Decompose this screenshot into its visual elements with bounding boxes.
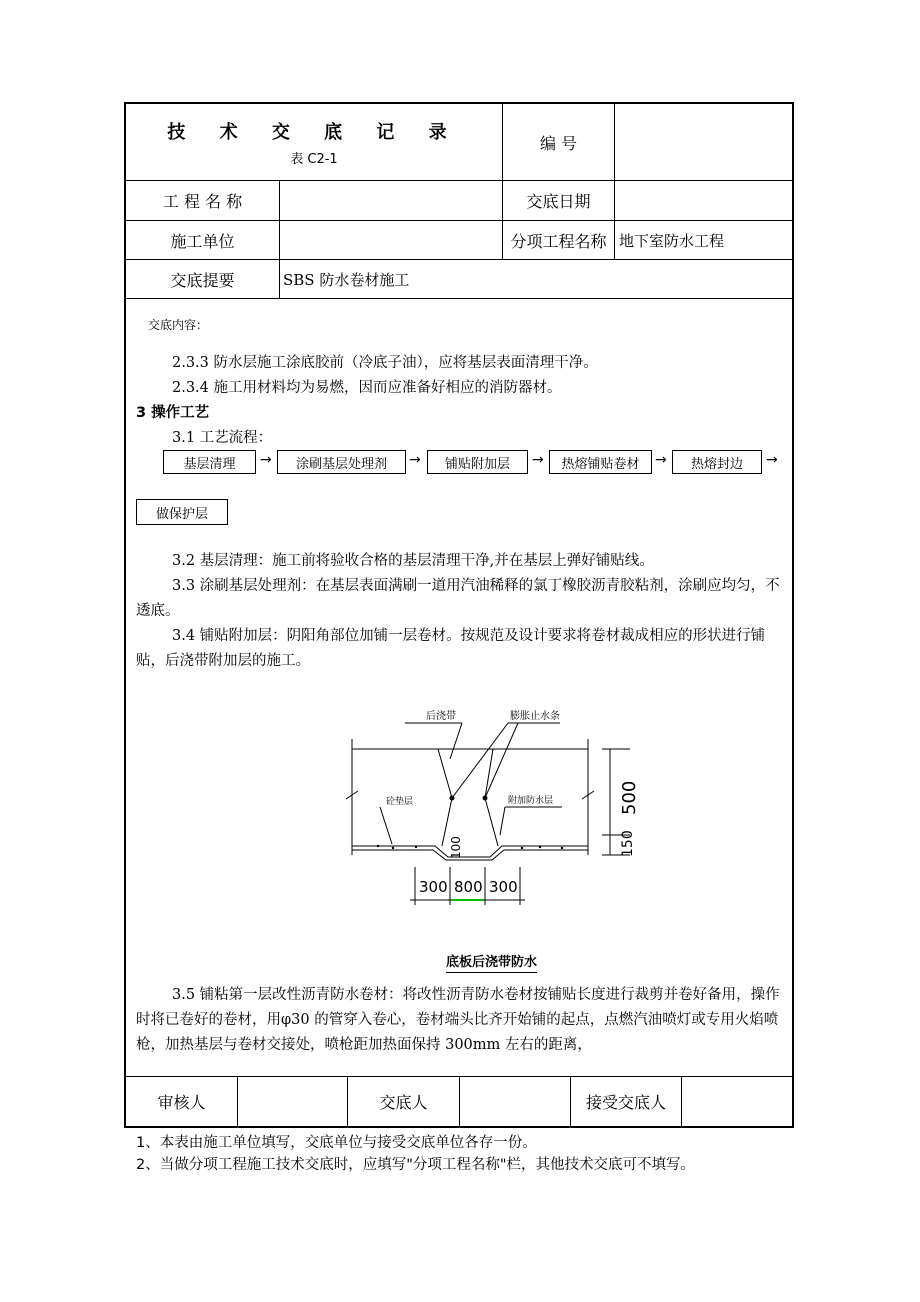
flow-step-2: 涂刷基层处理剂 bbox=[277, 450, 406, 474]
flow-step-1: 基层清理 bbox=[163, 450, 256, 474]
reviewer-label: 审核人 bbox=[157, 1093, 206, 1112]
flow-arrow-icon: → bbox=[655, 452, 667, 468]
dim-500: 500 bbox=[619, 780, 640, 815]
flow-step-4: 热熔铺贴卷材 bbox=[549, 450, 652, 474]
para-3-3: 3.3 涂刷基层处理剂：在基层表面满刷一道用汽油稀释的氯丁橡胶沥青胶粘剂，涂刷应均匀，不透底。 bbox=[136, 578, 780, 619]
leader-dianceng bbox=[380, 807, 392, 844]
discloser-field[interactable] bbox=[460, 1077, 570, 1126]
para-3-5: 3.5 铺粘第一层改性沥青防水卷材：将改性沥青防水卷材按铺贴长度进行裁剪并卷好备用，操作时将已卷好的卷材，用φ30 的管穿入卷心，卷材端头比齐开始铺的起点，点燃汽油喷灯或专用火焰喷枪，加热基层与卷材交接处，喷枪距加热面保持 300mm 左右的距离， bbox=[136, 987, 780, 1053]
para-3-2: 3.2 基层清理：施工前将验收合格的基层清理干净,并在基层上弹好铺贴线。 bbox=[172, 553, 654, 569]
content-block-b bbox=[136, 549, 786, 674]
form-code: 表 C2-1 bbox=[290, 152, 338, 167]
number-field[interactable] bbox=[615, 104, 792, 180]
leader-pengzhang-2 bbox=[485, 723, 518, 798]
flow-step-6: 做保护层 bbox=[136, 499, 228, 525]
cushion-line bbox=[352, 850, 588, 860]
section-3-1-title: 3.1 工艺流程： bbox=[172, 430, 273, 446]
post-pour-strip-diagram bbox=[330, 695, 660, 910]
leader-fujia bbox=[500, 807, 505, 835]
content-block-c bbox=[136, 983, 786, 1058]
leader-pengzhang-1 bbox=[452, 723, 508, 798]
discloser-label: 交底人 bbox=[379, 1093, 428, 1112]
subproject-field[interactable]: 地下室防水工程 bbox=[619, 231, 725, 250]
dim-100: 100 bbox=[449, 836, 463, 859]
label-fujia: 附加防水层 bbox=[508, 796, 554, 806]
subproject-label: 分项工程名称 bbox=[510, 231, 607, 251]
note-1: 1、本表由施工单位填写，交底单位与接受交底单位各存一份。 bbox=[136, 1135, 537, 1151]
content-block-a bbox=[136, 351, 786, 451]
label-pengzhang: 膨胀止水条 bbox=[510, 711, 560, 722]
flow-step-3: 铺贴附加层 bbox=[427, 450, 528, 474]
dim-300-right: 300 bbox=[489, 878, 518, 896]
date-label: 交底日期 bbox=[526, 192, 591, 211]
unit-label: 施工单位 bbox=[170, 231, 235, 251]
flow-arrow-icon: → bbox=[260, 452, 272, 468]
strip-right-lower bbox=[485, 798, 498, 846]
number-label: 编 号 bbox=[539, 133, 578, 153]
flow-arrow-icon: → bbox=[532, 452, 544, 468]
date-field[interactable] bbox=[619, 181, 791, 220]
summary-label: 交底提要 bbox=[170, 270, 235, 290]
note-2: 2、当做分项工程施工技术交底时，应填写"分项工程名称"栏，其他技术交底可不填写。 bbox=[136, 1157, 696, 1173]
slab-bottom-line bbox=[352, 846, 588, 857]
flow-arrow-icon: → bbox=[409, 452, 421, 468]
reviewer-field[interactable] bbox=[238, 1077, 347, 1126]
dim-300-left: 300 bbox=[419, 878, 448, 896]
label-houjiaodai: 后浇带 bbox=[426, 711, 456, 722]
summary-field[interactable]: SBS 防水卷材施工 bbox=[283, 270, 410, 289]
dim-800: 800 bbox=[454, 878, 483, 896]
content-heading: 交底内容： bbox=[148, 318, 209, 332]
flow-arrow-icon: → bbox=[766, 452, 778, 468]
flow-step-5: 热熔封边 bbox=[672, 450, 762, 474]
label-dianceng: 砼垫层 bbox=[386, 797, 414, 807]
para-2-3-4: 2.3.4 施工用材料均为易燃，因而应准备好相应的消防器材。 bbox=[172, 380, 562, 396]
form-title: 技 术 交 底 记 录 bbox=[167, 122, 461, 143]
waterstop-right bbox=[483, 796, 488, 801]
receiver-field[interactable] bbox=[682, 1077, 792, 1126]
project-name-label: 工 程 名 称 bbox=[162, 192, 243, 211]
unit-field[interactable] bbox=[284, 221, 500, 259]
receiver-label: 接受交底人 bbox=[585, 1093, 666, 1112]
leader-houjiaodai bbox=[450, 723, 462, 759]
form-title-block bbox=[126, 118, 502, 167]
strip-left-upper bbox=[438, 749, 452, 798]
strip-right-upper bbox=[485, 749, 493, 798]
para-2-3-3: 2.3.3 防水层施工涂底胶前（冷底子油），应将基层表面清理干净。 bbox=[172, 355, 598, 371]
dim-150: 150 bbox=[620, 830, 636, 857]
diagram-caption: 底板后浇带防水 bbox=[446, 951, 537, 973]
project-name-field[interactable] bbox=[284, 181, 500, 220]
para-3-4: 3.4 铺贴附加层：阴阳角部位加铺一层卷材。按规范及设计要求将卷材裁成相应的形状进行铺贴，后浇带附加层的施工。 bbox=[136, 628, 766, 669]
section-3-title: 3 操作工艺 bbox=[136, 405, 210, 421]
waterstop-left bbox=[450, 796, 455, 801]
